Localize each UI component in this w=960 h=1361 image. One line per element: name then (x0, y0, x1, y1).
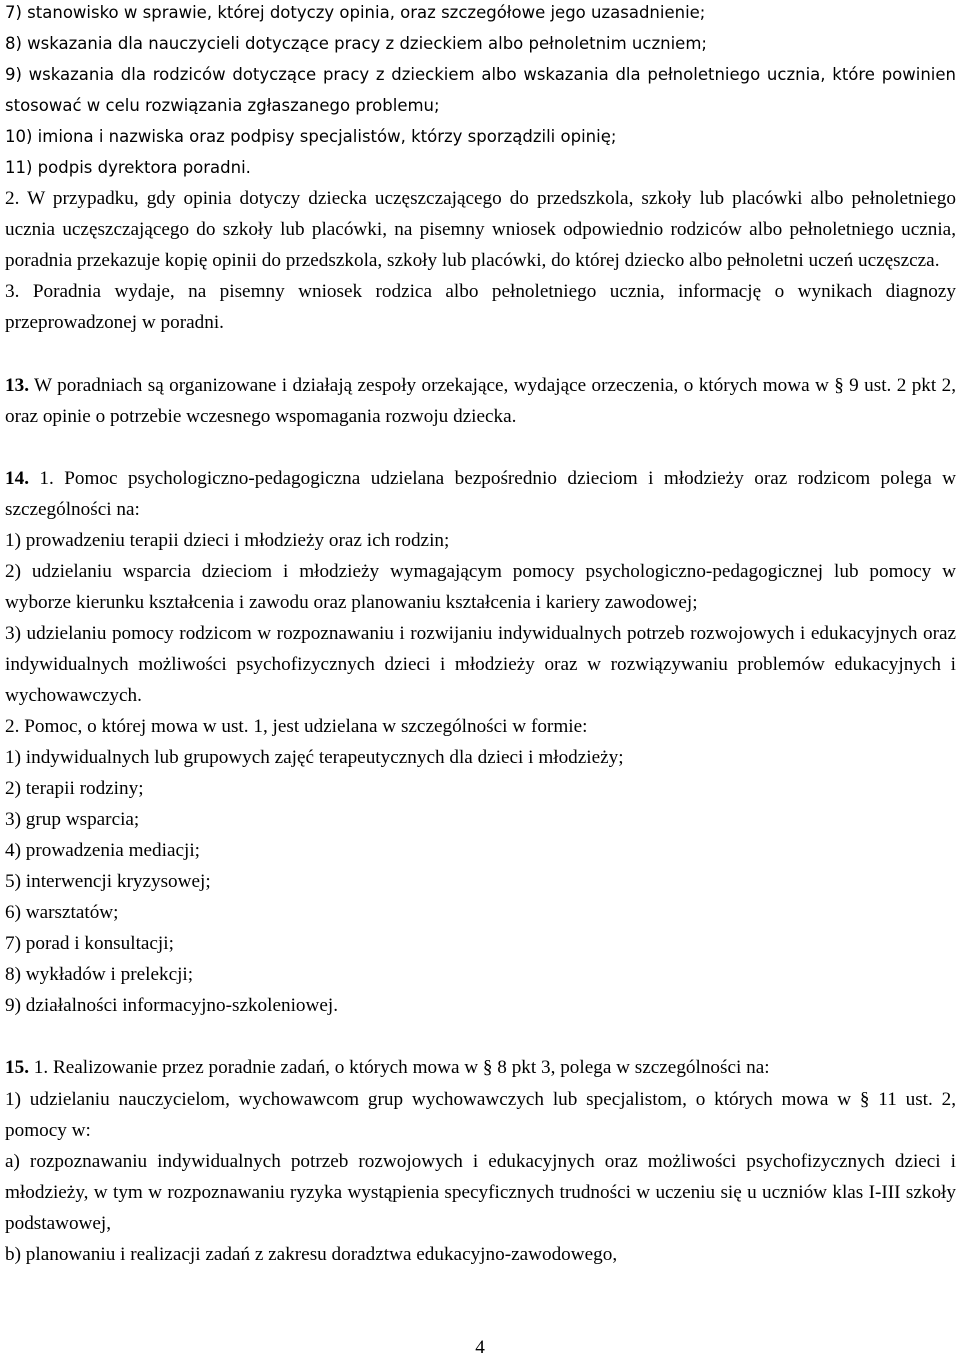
section-text: 1. Pomoc psychologiczno-pedagogiczna udzielana bezpośrednio dzieciom i młodzieży oraz rodzicom polega w szczególności na: (5, 467, 956, 520)
paragraph-12-2: 2. W przypadku, gdy opinia dotyczy dziecka uczęszczającego do przedszkola, szkoły lub placówki albo pełnoletniego ucznia uczęszczającego do szkoły lub placówki, na pisemny wniosek odpowiednio rodziców albo pełnoletniego ucznia, poradnia przekazuje kopię opinii do przedszkola, szkoły lub placówki, do której dziecko albo pełnoletni uczeń uczęszcza. (5, 188, 956, 272)
list-item: 7) porad i konsultacji; (5, 933, 174, 955)
section-15-intro (5, 1052, 956, 1083)
spacer (5, 339, 956, 370)
list-item: 9) wskazania dla rodziców dotyczące pracy z dzieckiem albo wskazania dla pełnoletniego ucznia, które powinien stosować w celu rozwiązania zgłaszanego problemu; (5, 65, 956, 116)
list-item: 9) działalności informacyjno-szkoleniowej. (5, 995, 339, 1017)
section-text: W poradniach są organizowane i działają zespoły orzekające, wydające orzeczenia, o których mowa w § 9 ust. 2 pkt 2, oraz opinie o potrzebie wczesnego wspomagania rozwoju dziecka. (5, 374, 956, 427)
list-item: 4) prowadzenia mediacji; (5, 840, 200, 862)
list-item: 2) terapii rodziny; (5, 778, 144, 800)
page-number: 4 (475, 1337, 485, 1358)
paragraph-12-3: 3. Poradnia wydaje, na pisemny wniosek rodzica albo pełnoletniego ucznia, informację o wynikach diagnozy przeprowadzonej w poradni. (5, 281, 956, 334)
list-item: 10) imiona i nazwiska oraz podpisy specjalistów, którzy sporządzili opinię; (5, 127, 617, 147)
list-item: 1) indywidualnych lub grupowych zajęć terapeutycznych dla dzieci i młodzieży; (5, 747, 624, 769)
list-item: 1) udzielaniu nauczycielom, wychowawcom grup wychowawczych lub specjalistom, o których mowa w § 11 ust. 2, pomocy w: (5, 1088, 956, 1141)
section-number: 15. (5, 1057, 29, 1079)
spacer (5, 432, 956, 463)
list-item: a) rozpoznawaniu indywidualnych potrzeb rozwojowych i edukacyjnych oraz możliwości psychofizycznych dzieci i młodzieży, w tym w rozpoznawaniu ryzyka wystąpienia specyficznych trudności w uczeniu się u uczniów klas I-III szkoły podstawowej, (5, 1150, 956, 1234)
opinion-contents-list (5, 0, 956, 183)
spacer (5, 1021, 956, 1052)
list-item: 8) wskazania dla nauczycieli dotyczące pracy z dzieckiem albo pełnoletnim uczniem; (5, 34, 707, 54)
section-13 (5, 370, 956, 432)
paragraph-14-2: 2. Pomoc, o której mowa w ust. 1, jest udzielana w szczególności w formie: (5, 715, 588, 737)
list-item: 6) warsztatów; (5, 902, 119, 924)
list-item: 2) udzielaniu wsparcia dzieciom i młodzieży wymagającym pomocy psychologiczno-pedagogicznej lub pomocy w wyborze kierunku kształcenia i zawodu oraz planowaniu kształcenia i kariery zawodowej; (5, 560, 956, 613)
list-item: 8) wykładów i prelekcji; (5, 964, 194, 986)
list-item: b) planowaniu i realizacji zadań z zakresu doradztwa edukacyjno-zawodowego, (5, 1243, 618, 1265)
list-item: 3) udzielaniu pomocy rodzicom w rozpoznawaniu i rozwijaniu indywidualnych potrzeb rozwojowych i edukacyjnych oraz indywidualnych możliwości psychofizycznych dzieci i młodzieży oraz w rozwiązywaniu problemów edukacyjnych i wychowawczych. (5, 622, 956, 706)
section-number: 14. (5, 467, 29, 489)
list-item: 11) podpis dyrektora poradni. (5, 158, 251, 178)
section-14-intro (5, 463, 956, 525)
section-number: 13. (5, 374, 29, 396)
section-text: 1. Realizowanie przez poradnie zadań, o których mowa w § 8 pkt 3, polega w szczególności na: (28, 1057, 770, 1079)
list-item: 7) stanowisko w sprawie, której dotyczy opinia, oraz szczegółowe jego uzasadnienie; (5, 3, 706, 22)
list-item: 5) interwencji kryzysowej; (5, 871, 211, 893)
list-item: 3) grup wsparcia; (5, 809, 140, 831)
list-item: 1) prowadzeniu terapii dzieci i młodzieży oraz ich rodzin; (5, 529, 450, 551)
